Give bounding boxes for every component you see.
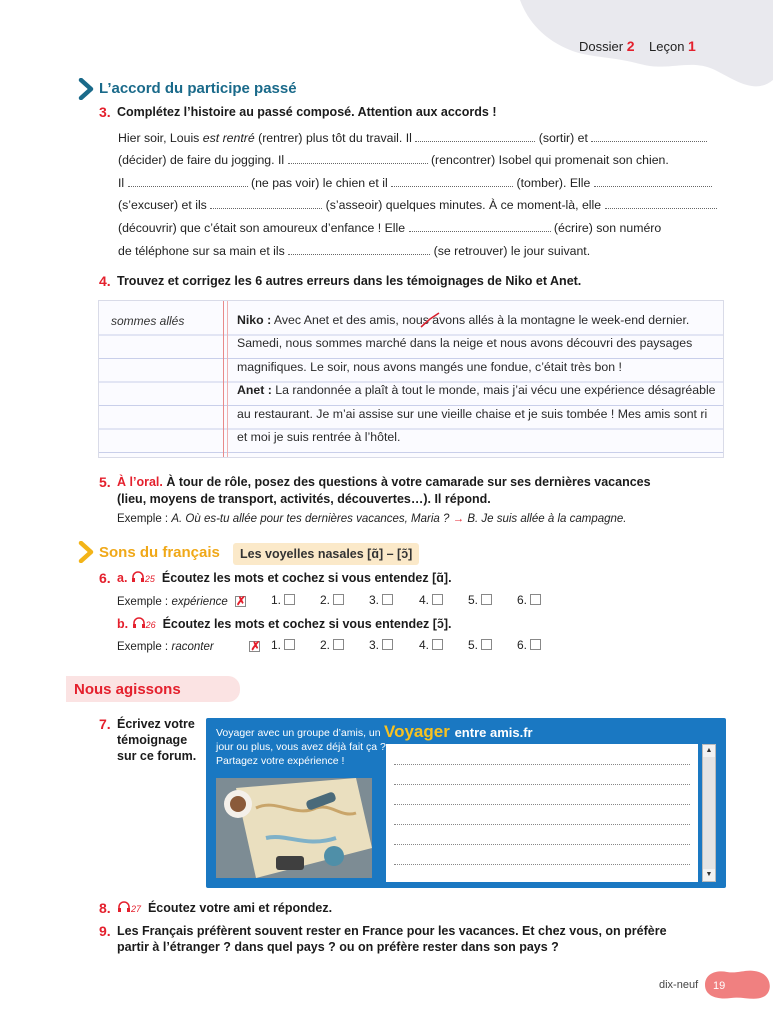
writing-line bbox=[394, 804, 690, 805]
forum-question: Voyager avec un groupe d’amis, un jour ou plus, vous avez déjà fait ça ? Partagez votre expérience ! bbox=[216, 727, 386, 767]
exercise-7-instruction-2: témoignage bbox=[117, 733, 188, 747]
forum-widget bbox=[206, 718, 726, 888]
blank-field[interactable] bbox=[591, 132, 707, 142]
page-number-word: dix-neuf bbox=[659, 979, 699, 991]
dossier-label: Dossier 2 bbox=[579, 38, 635, 54]
checkbox[interactable] bbox=[382, 594, 393, 605]
headphones-icon[interactable] bbox=[132, 617, 146, 629]
exercise-5-number: 5. bbox=[99, 474, 111, 490]
anet-line-1: Anet : La randonnée a plaît à tout le monde, mais j’ai vécu une expérience désagréable bbox=[237, 383, 716, 397]
ex3-line-1: Hier soir, Louis est rentré (rentrer) plus tôt du travail. Il (sortir) et bbox=[118, 131, 707, 145]
exercise-4-number: 4. bbox=[99, 273, 111, 289]
forum-site-title: Voyager entre amis.fr bbox=[384, 722, 533, 741]
checkbox[interactable] bbox=[481, 639, 492, 650]
page-number-badge bbox=[703, 968, 773, 1002]
ex6a-item-4[interactable]: 4. bbox=[419, 593, 443, 607]
blank-field[interactable] bbox=[288, 154, 428, 164]
travel-map-photo bbox=[216, 778, 372, 878]
exercise-3-number: 3. bbox=[99, 104, 111, 120]
notebook-testimonies bbox=[98, 300, 724, 458]
section-title-participe: L’accord du participe passé bbox=[99, 80, 297, 97]
forum-text-area[interactable] bbox=[386, 744, 698, 882]
anet-line-3: et moi je suis rentrée à l’hôtel. bbox=[237, 430, 401, 444]
section-arrow-icon bbox=[78, 78, 96, 100]
track-number: 27 bbox=[131, 904, 142, 914]
exercise-7-instruction-3: sur ce forum. bbox=[117, 749, 197, 763]
ex6a-example-checkbox bbox=[235, 596, 246, 607]
exercise-8-instruction: 27 Écoutez votre ami et répondez. bbox=[117, 901, 332, 915]
checkbox[interactable] bbox=[382, 639, 393, 650]
checkbox[interactable] bbox=[284, 594, 295, 605]
anet-line-2: au restaurant. Je m’ai assise sur une vieille chaise et je suis tombée ! Mes amis sont ri bbox=[237, 407, 708, 421]
action-section-title: Nous agissons bbox=[74, 681, 181, 698]
scroll-down-icon[interactable]: ▼ bbox=[703, 869, 715, 881]
exercise-4-instruction: Trouvez et corrigez les 6 autres erreurs dans les témoignages de Niko et Anet. bbox=[117, 274, 582, 288]
niko-line-3: magnifiques. Le soir, nous avons mangés une fondue, c’était très bon ! bbox=[237, 360, 622, 374]
ex6a-item-6[interactable]: 6. bbox=[517, 593, 541, 607]
exercise-5-example: Exemple : A. Où es-tu allée pour tes dernières vacances, Maria ? → B. Je suis allée à la campagne. bbox=[117, 513, 627, 525]
section-title-sons: Sons du français bbox=[99, 544, 220, 561]
ex3-line-4: (s’excuser) et ils (s’asseoir) quelques minutes. À ce moment-là, elle bbox=[118, 198, 717, 212]
ex6a-item-1[interactable]: 1. bbox=[271, 593, 295, 607]
exercise-6a-instruction: a. 25 Écoutez les mots et cochez si vous entendez [ɑ̃]. bbox=[117, 571, 452, 585]
exercise-9-line-2: partir à l’étranger ? dans quel pays ? ou on préfère rester dans son pays ? bbox=[117, 940, 559, 954]
blank-field[interactable] bbox=[605, 199, 717, 209]
scroll-up-icon[interactable]: ▲ bbox=[703, 745, 715, 757]
exercise-3-instruction: Complétez l’histoire au passé composé. Attention aux accords ! bbox=[117, 105, 497, 119]
ex6b-item-6[interactable]: 6. bbox=[517, 638, 541, 652]
blank-field[interactable] bbox=[288, 245, 430, 255]
checkbox[interactable] bbox=[481, 594, 492, 605]
ex6b-example-checkbox bbox=[249, 641, 260, 652]
blank-field[interactable] bbox=[391, 177, 513, 187]
checkbox[interactable] bbox=[530, 594, 541, 605]
blank-field[interactable] bbox=[128, 177, 248, 187]
blank-field[interactable] bbox=[210, 199, 322, 209]
track-number: 26 bbox=[145, 620, 156, 630]
page-number: 19 bbox=[713, 980, 726, 992]
exercise-9-line-1: Les Français préfèrent souvent rester en France pour les vacances. Et chez vous, on préfère bbox=[117, 924, 667, 938]
ex6b-item-2[interactable]: 2. bbox=[320, 638, 344, 652]
ex6b-example: Exemple : raconter bbox=[117, 641, 214, 653]
ex6b-item-4[interactable]: 4. bbox=[419, 638, 443, 652]
lecon-label: Leçon 1 bbox=[649, 38, 696, 54]
exercise-7-number: 7. bbox=[99, 716, 111, 732]
niko-line-2: Samedi, nous sommes marché dans la neige et nous avons découvri des paysages bbox=[237, 336, 693, 350]
exercise-6b-instruction: b. 26 Écoutez les mots et cochez si vous entendez [ɔ̃]. bbox=[117, 617, 452, 631]
forum-scrollbar[interactable] bbox=[702, 744, 716, 882]
ex3-line-6: de téléphone sur sa main et ils (se retrouver) le jour suivant. bbox=[118, 244, 591, 258]
checkbox[interactable] bbox=[432, 594, 443, 605]
correction-note[interactable]: sommes allés bbox=[111, 314, 185, 328]
exercise-6-number: 6. bbox=[99, 570, 111, 586]
exercise-5-instruction-1: À l’oral. À tour de rôle, posez des questions à votre camarade sur ses dernières vacances bbox=[117, 475, 651, 489]
correction-slash-icon bbox=[419, 311, 441, 329]
track-number: 25 bbox=[144, 574, 155, 584]
writing-line bbox=[394, 864, 690, 865]
notebook-margin-line bbox=[223, 301, 224, 457]
checkbox[interactable] bbox=[432, 639, 443, 650]
niko-line-1: Niko : Avec Anet et des amis, nous avons allés à la montagne le week-end dernier. bbox=[237, 313, 690, 327]
ex6a-example: Exemple : expérience bbox=[117, 596, 228, 608]
ex6b-item-1[interactable]: 1. bbox=[271, 638, 295, 652]
blank-field[interactable] bbox=[409, 222, 551, 232]
writing-line bbox=[394, 784, 690, 785]
exercise-7-instruction-1: Écrivez votre bbox=[117, 717, 195, 731]
blank-field[interactable] bbox=[594, 177, 712, 187]
writing-line bbox=[394, 844, 690, 845]
blank-field[interactable] bbox=[415, 132, 535, 142]
checkbox[interactable] bbox=[333, 594, 344, 605]
section-arrow-icon bbox=[78, 541, 96, 563]
writing-line bbox=[394, 824, 690, 825]
headphones-icon[interactable] bbox=[131, 571, 145, 583]
exercise-8-number: 8. bbox=[99, 900, 111, 916]
exercise-9-number: 9. bbox=[99, 923, 111, 939]
writing-line bbox=[394, 764, 690, 765]
headphones-icon[interactable] bbox=[117, 901, 131, 913]
checkbox[interactable] bbox=[284, 639, 295, 650]
ex6a-item-5[interactable]: 5. bbox=[468, 593, 492, 607]
ex6a-item-3[interactable]: 3. bbox=[369, 593, 393, 607]
exercise-5-instruction-2: (lieu, moyens de transport, activités, découvertes…). Il répond. bbox=[117, 492, 491, 506]
notebook-margin-line bbox=[227, 301, 228, 457]
header-decoration bbox=[520, 0, 773, 92]
checkbox[interactable] bbox=[333, 639, 344, 650]
ex6b-item-3[interactable]: 3. bbox=[369, 638, 393, 652]
ex3-line-3: Il (ne pas voir) le chien et il (tomber). Elle bbox=[118, 176, 712, 190]
ex6b-item-5[interactable]: 5. bbox=[468, 638, 492, 652]
ex3-line-5: (découvrir) que c’était son amoureux d’enfance ! Elle (écrire) son numéro bbox=[118, 221, 662, 235]
topic-pill-label: Les voyelles nasales [ɑ̃] – [ɔ̃] bbox=[240, 547, 413, 561]
checkbox[interactable] bbox=[530, 639, 541, 650]
ex3-line-2: (décider) de faire du jogging. Il (rencontrer) Isobel qui promenait son chien. bbox=[118, 153, 669, 167]
ex6a-item-2[interactable]: 2. bbox=[320, 593, 344, 607]
